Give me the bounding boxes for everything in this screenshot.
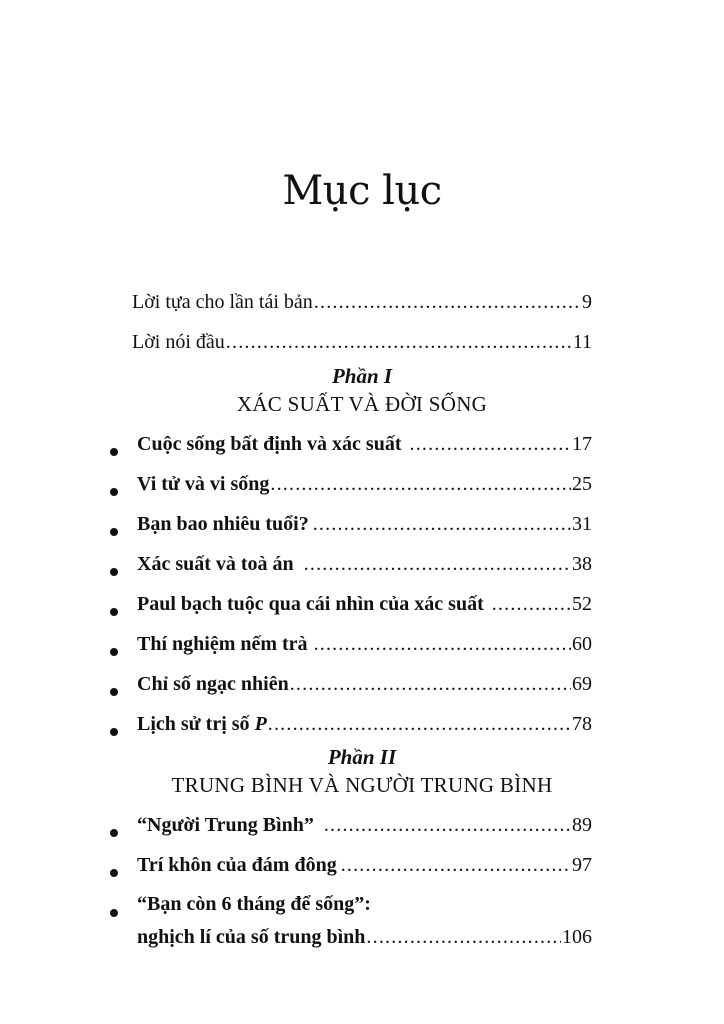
entry-label: Xác suất và toà án: [137, 553, 294, 575]
dot-leader: [226, 330, 572, 354]
dot-leader: [366, 925, 561, 949]
toc-entry-chapter[interactable]: [137, 632, 592, 656]
bullet-icon: [110, 568, 118, 576]
entry-page: 69: [572, 673, 592, 695]
entry-page: 60: [572, 633, 592, 655]
bullet-icon: [110, 688, 118, 696]
toc-entry-chapter[interactable]: [137, 712, 592, 736]
bullet-icon: [110, 528, 118, 536]
dot-leader: [341, 853, 571, 877]
dot-leader: [324, 813, 571, 837]
bullet-icon: [110, 448, 118, 456]
toc-entry-preface-reprint[interactable]: [132, 290, 592, 314]
toc-entry-foreword[interactable]: [132, 330, 592, 354]
dot-leader: [304, 552, 571, 576]
dot-leader: [410, 432, 571, 456]
part-label: Phần I: [331, 364, 393, 388]
toc-entry-chapter[interactable]: [137, 472, 592, 496]
entry-page: 17: [572, 433, 592, 455]
entry-page: 25: [572, 473, 592, 495]
dot-leader: [313, 512, 571, 536]
entry-page: 106: [562, 926, 592, 948]
italic-symbol: P: [254, 713, 267, 735]
entry-label: Vi tử và vi sống: [137, 473, 270, 495]
toc-entry-chapter[interactable]: [137, 813, 592, 837]
page-title: Mục lục: [282, 168, 442, 214]
entry-page: 78: [572, 713, 592, 735]
entry-page: 38: [572, 553, 592, 575]
entry-label: Bạn bao nhiêu tuổi?: [137, 513, 309, 535]
dot-leader: [492, 592, 571, 616]
toc-entry-chapter[interactable]: [137, 432, 592, 456]
entry-label: Paul bạch tuộc qua cái nhìn của xác suất: [137, 593, 484, 615]
bullet-icon: [110, 648, 118, 656]
toc-entry-chapter[interactable]: [137, 925, 592, 949]
bullet-icon: [110, 728, 118, 736]
dot-leader: [270, 472, 571, 496]
entry-label-line1: “Bạn còn 6 tháng để sống”:: [137, 893, 371, 915]
bullet-icon: [110, 869, 118, 877]
part-title: XÁC SUẤT VÀ ĐỜI SỐNG: [236, 392, 488, 416]
bullet-icon: [110, 488, 118, 496]
entry-page: 31: [572, 513, 592, 535]
bullet-icon: [110, 829, 118, 837]
bullet-icon: [110, 909, 118, 917]
entry-label: Lời tựa cho lần tái bản: [132, 291, 313, 313]
entry-label: Lịch sử trị số P: [137, 713, 267, 735]
entry-label: Chỉ số ngạc nhiên: [137, 673, 289, 695]
part-title: TRUNG BÌNH VÀ NGƯỜI TRUNG BÌNH: [171, 773, 553, 797]
entry-page: 89: [572, 814, 592, 836]
dot-leader: [290, 672, 571, 696]
entry-page: 11: [572, 331, 592, 353]
toc-entry-chapter[interactable]: [137, 672, 592, 696]
entry-label: Trí khôn của đám đông: [137, 854, 337, 876]
toc-entry-chapter[interactable]: [137, 512, 592, 536]
entry-page: 52: [572, 593, 592, 615]
entry-label: Thí nghiệm nếm trà: [137, 633, 308, 655]
bullet-icon: [110, 608, 118, 616]
entry-label: Lời nói đầu: [132, 331, 225, 353]
entry-page: 9: [582, 291, 592, 313]
dot-leader: [314, 290, 581, 314]
toc-entry-chapter[interactable]: [137, 592, 592, 616]
entry-label: “Người Trung Bình”: [137, 814, 314, 836]
toc-entry-chapter[interactable]: [137, 552, 592, 576]
part-label: Phần II: [327, 745, 397, 769]
toc-entry-chapter[interactable]: [137, 853, 592, 877]
entry-page: 97: [572, 854, 592, 876]
entry-label: Cuộc sống bất định và xác suất: [137, 433, 402, 455]
dot-leader: [314, 632, 571, 656]
dot-leader: [268, 712, 571, 736]
entry-label-line2: nghịch lí của số trung bình: [137, 926, 366, 948]
